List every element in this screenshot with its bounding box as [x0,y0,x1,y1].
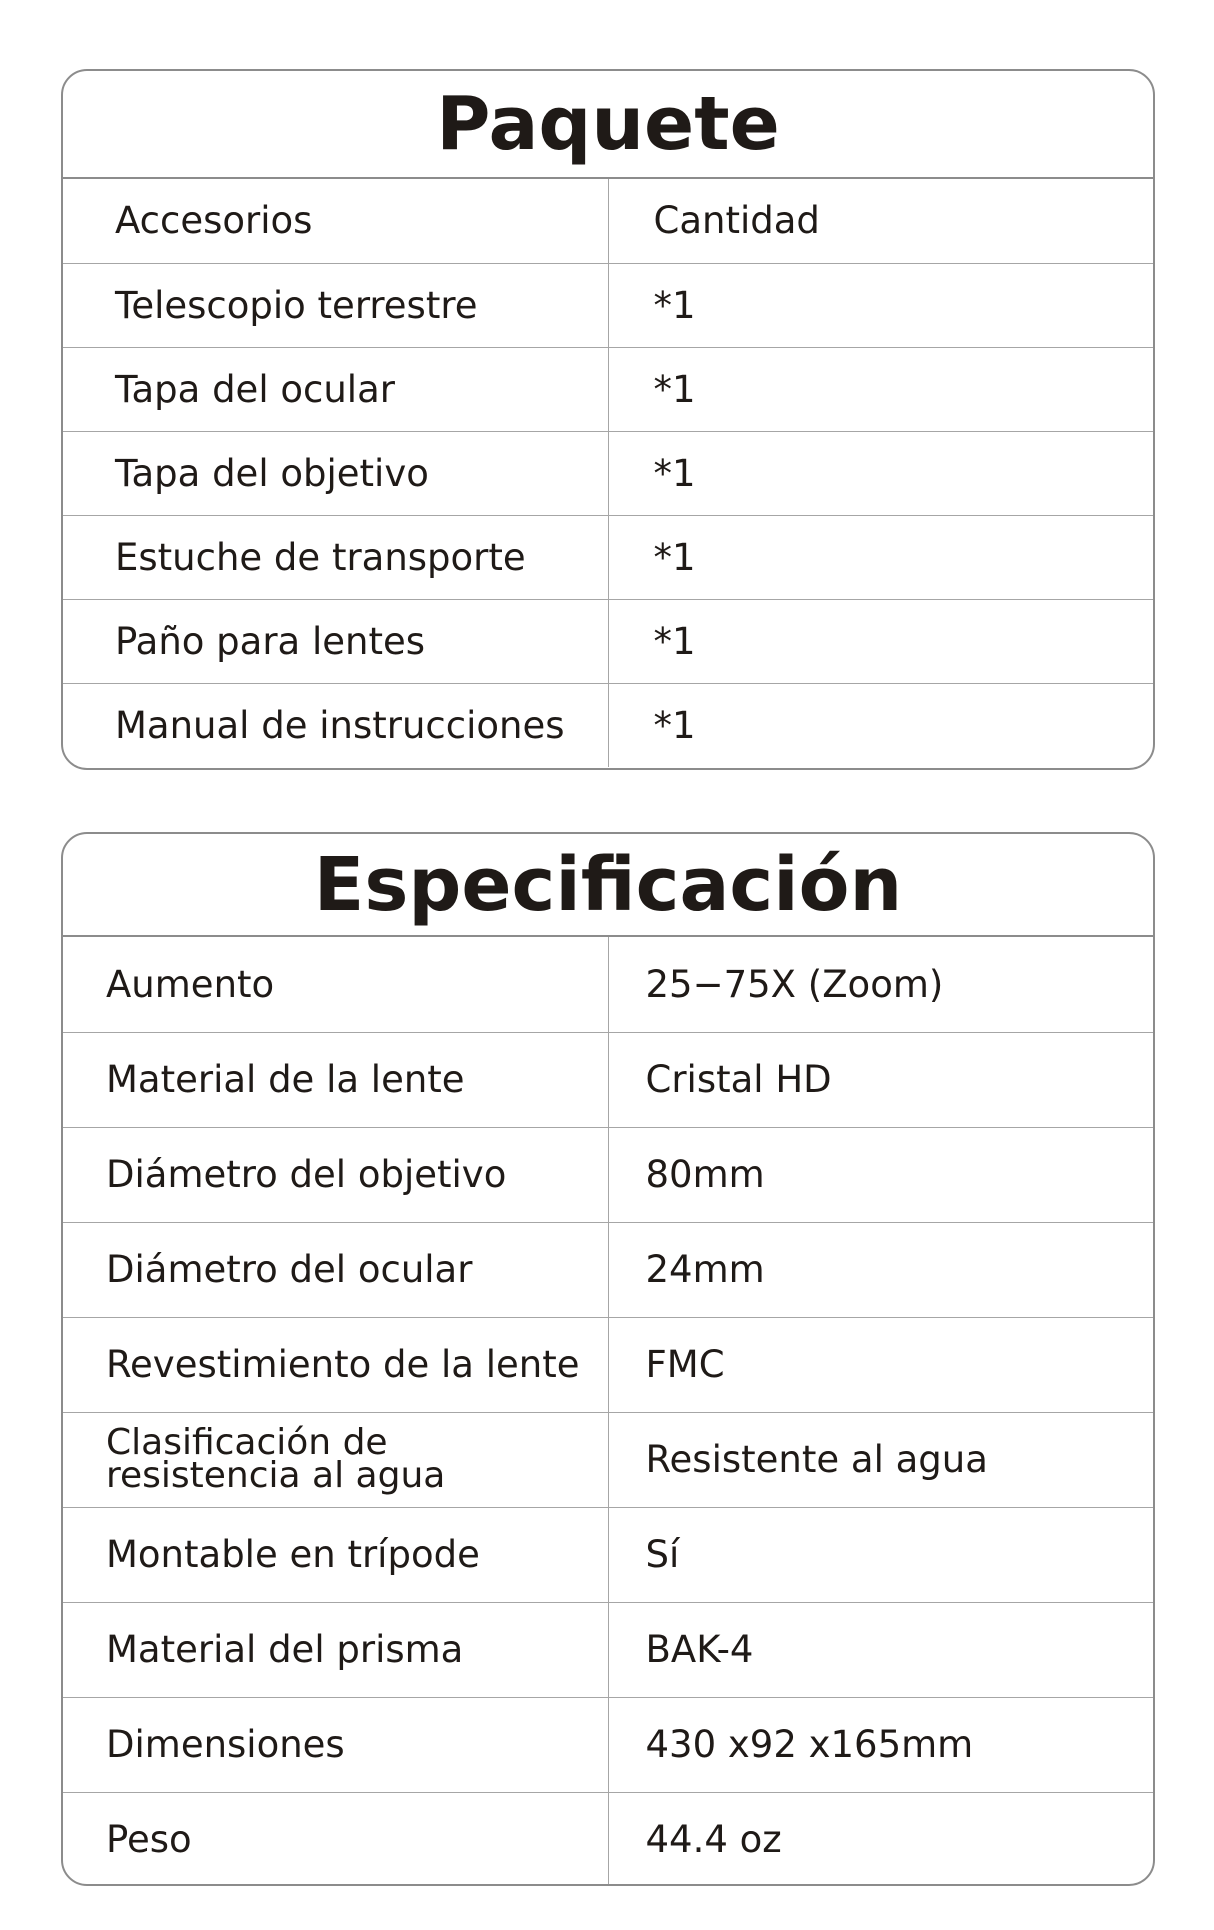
spec-label: Revestimiento de la lente [63,1317,608,1412]
spec-value: Sí [608,1507,1153,1602]
item-name: Estuche de transporte [63,515,608,599]
item-quantity: *1 [608,515,1153,599]
spec-label-line-1: Clasificación de [106,1422,388,1464]
package-card [61,69,1155,770]
package-title: Paquete [63,71,1153,179]
package-header-accessories: Accesorios [63,179,608,263]
table-row [63,599,1153,683]
specification-table [63,937,1153,1886]
spec-value: Cristal HD [608,1032,1153,1127]
item-quantity: *1 [608,431,1153,515]
item-quantity: *1 [608,683,1153,767]
table-row [63,1127,1153,1222]
item-quantity: *1 [608,263,1153,347]
item-name: Paño para lentes [63,599,608,683]
table-row [63,1222,1153,1317]
spec-label [63,1412,608,1507]
item-name: Manual de instrucciones [63,683,608,767]
spec-value: 430 x92 x165mm [608,1697,1153,1792]
table-row [63,1697,1153,1792]
spec-label: Diámetro del objetivo [63,1127,608,1222]
spec-value: BAK-4 [608,1602,1153,1697]
spec-value: 25−75X (Zoom) [645,962,944,1006]
item-name: Tapa del ocular [63,347,608,431]
item-name: Telescopio terrestre [63,263,608,347]
specification-card [61,832,1155,1886]
package-header-quantity: Cantidad [653,199,820,243]
spec-value: FMC [608,1317,1153,1412]
spec-value: 24mm [608,1222,1153,1317]
table-row [63,1792,1153,1886]
package-table [63,179,1153,767]
spec-value: 80mm [608,1127,1153,1222]
spec-label: Diámetro del ocular [63,1222,608,1317]
spec-value: Resistente al agua [608,1412,1153,1507]
spec-label: Material de la lente [63,1032,608,1127]
table-row [63,1317,1153,1412]
table-row [63,1032,1153,1127]
item-quantity: *1 [608,347,1153,431]
spec-label: Aumento [63,937,608,1032]
table-row [63,347,1153,431]
spec-label-line-2: resistencia al agua [106,1454,446,1496]
table-row [63,263,1153,347]
item-name: Tapa del objetivo [63,431,608,515]
table-row [63,431,1153,515]
table-row [63,683,1153,767]
spec-label: Dimensiones [63,1697,608,1792]
table-row [63,937,1153,1032]
table-row [63,1412,1153,1507]
spec-label: Montable en trípode [63,1507,608,1602]
specification-title: Especificación [63,834,1153,937]
table-row [63,1507,1153,1602]
spec-label: Peso [63,1792,608,1886]
table-row [63,1602,1153,1697]
spec-value: 44.4 oz [608,1792,1153,1886]
table-row [63,515,1153,599]
spec-label: Material del prisma [63,1602,608,1697]
table-row [63,179,1153,263]
item-quantity: *1 [608,599,1153,683]
